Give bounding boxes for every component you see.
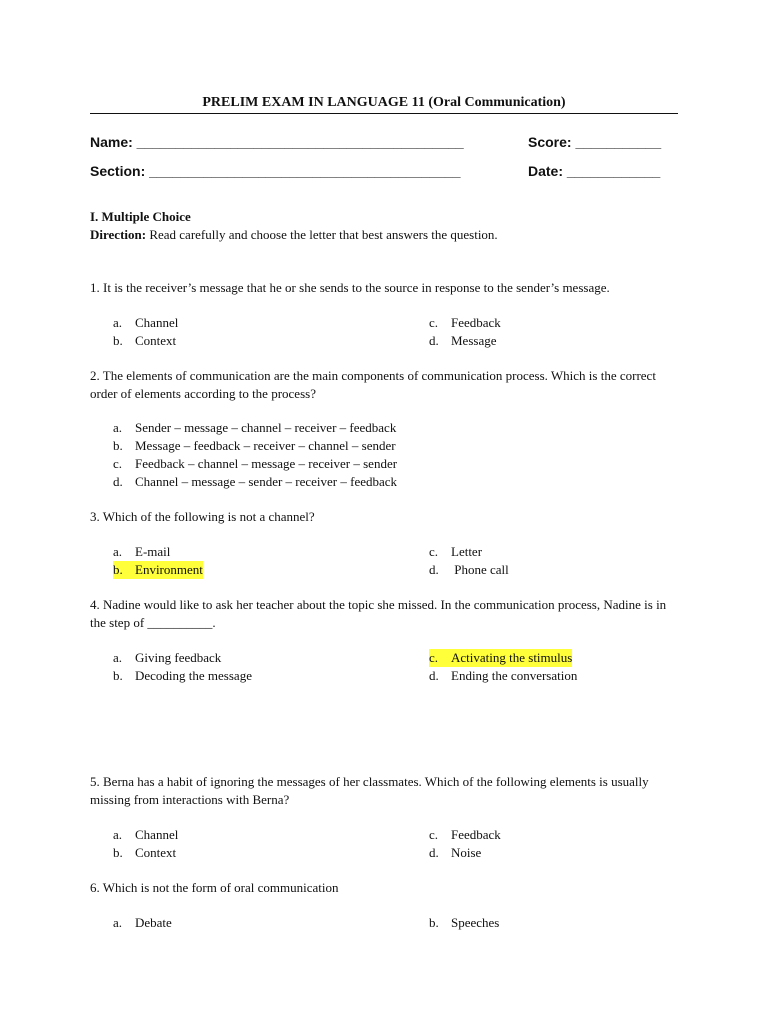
q1-option-a[interactable] — [113, 314, 178, 332]
option-letter: a. — [113, 915, 123, 930]
option-letter: d. — [113, 474, 123, 489]
option-letter: c. — [429, 544, 439, 559]
option-text: Channel — [135, 315, 179, 330]
q5-option-a[interactable] — [113, 826, 178, 844]
option-text: Feedback — [451, 827, 501, 842]
option-text: Ending the conversation — [451, 668, 578, 683]
option-letter: c. — [429, 650, 439, 665]
q1-option-d[interactable] — [429, 332, 497, 350]
q2-option-d[interactable] — [113, 473, 397, 491]
option-text: Speeches — [451, 915, 500, 930]
question-3: 3. Which of the following is not a channel? — [90, 509, 315, 524]
q4-option-b[interactable] — [113, 667, 252, 685]
name-field[interactable]: Name: __________________________________________ — [90, 134, 464, 150]
option-text: Channel – message – sender – receiver – feedback — [135, 474, 398, 489]
option-text: Message – feedback – receiver – channel – sender — [135, 438, 396, 453]
option-text: Sender – message – channel – receiver – feedback — [135, 420, 397, 435]
q3-option-c[interactable] — [429, 543, 482, 561]
q5-option-b[interactable] — [113, 844, 176, 862]
direction-label: Direction: — [90, 227, 147, 242]
q1-option-c[interactable] — [429, 314, 501, 332]
direction-line — [90, 227, 498, 243]
option-letter: d. — [429, 562, 439, 577]
option-letter: a. — [113, 544, 123, 559]
q4-option-d[interactable] — [429, 667, 577, 685]
q4-option-a[interactable] — [113, 649, 221, 667]
option-text: Letter — [451, 544, 483, 559]
option-text: Message — [451, 333, 497, 348]
option-text: Feedback — [451, 315, 501, 330]
option-text: Noise — [451, 845, 482, 860]
q5-option-d[interactable] — [429, 844, 481, 862]
q2-option-a[interactable] — [113, 419, 396, 437]
q6-option-a[interactable] — [113, 914, 172, 932]
option-letter: b. — [113, 668, 123, 683]
section-field[interactable]: Section: ________________________________________ — [90, 163, 461, 179]
option-letter: b. — [113, 333, 123, 348]
exam-title-bar — [90, 94, 678, 114]
option-letter: c. — [429, 315, 439, 330]
section-title: I. Multiple Choice — [90, 209, 191, 224]
option-letter: b. — [113, 845, 123, 860]
option-letter: d. — [429, 333, 439, 348]
option-letter: b. — [113, 438, 123, 453]
question-2: 2. The elements of communication are the main components of communication process. Which is the correct order of elements according to the process? — [90, 368, 656, 401]
q2-option-c[interactable] — [113, 455, 397, 473]
highlighted-answer — [429, 649, 572, 667]
q6-option-b[interactable] — [429, 914, 499, 932]
exam-title: PRELIM EXAM IN LANGUAGE 11 (Oral Communication) — [202, 95, 566, 110]
option-text: Environment — [135, 562, 203, 577]
score-field[interactable]: Score: ___________ — [528, 134, 662, 150]
question-5: 5. Berna has a habit of ignoring the messages of her classmates. Which of the following elements is usually missing from interactions with Berna? — [90, 774, 649, 807]
option-letter: c. — [113, 456, 123, 471]
q5-option-c[interactable] — [429, 826, 501, 844]
option-text: Context — [135, 845, 177, 860]
option-text: Phone call — [451, 562, 509, 577]
option-letter: a. — [113, 827, 123, 842]
question-4: 4. Nadine would like to ask her teacher about the topic she missed. In the communication process, Nadine is in the step of __________. — [90, 597, 667, 630]
option-letter: b. — [113, 562, 123, 577]
q4-option-c[interactable] — [429, 649, 572, 667]
option-text: E-mail — [135, 544, 171, 559]
highlighted-answer — [113, 561, 203, 579]
question-1: 1. It is the receiver’s message that he or she sends to the source in response to the sender’s message. — [90, 280, 610, 295]
q3-option-b[interactable] — [113, 561, 203, 579]
option-letter: a. — [113, 650, 123, 665]
q2-option-b[interactable] — [113, 437, 396, 455]
option-letter: a. — [113, 315, 123, 330]
question-6: 6. Which is not the form of oral communication — [90, 880, 339, 895]
option-letter: b. — [429, 915, 439, 930]
q1-option-b[interactable] — [113, 332, 176, 350]
option-letter: a. — [113, 420, 123, 435]
option-text: Feedback – channel – message – receiver – sender — [135, 456, 398, 471]
option-text: Channel — [135, 827, 179, 842]
option-text: Debate — [135, 915, 172, 930]
date-field[interactable]: Date: ____________ — [528, 163, 661, 179]
option-letter: d. — [429, 845, 439, 860]
option-text: Giving feedback — [135, 650, 222, 665]
option-letter: c. — [429, 827, 439, 842]
direction-text: Read carefully and choose the letter that best answers the question. — [146, 227, 498, 242]
option-letter: d. — [429, 668, 439, 683]
option-text: Activating the stimulus — [451, 650, 573, 665]
q3-option-d[interactable] — [429, 561, 509, 579]
option-text: Context — [135, 333, 177, 348]
q3-option-a[interactable] — [113, 543, 170, 561]
option-text: Decoding the message — [135, 668, 252, 683]
